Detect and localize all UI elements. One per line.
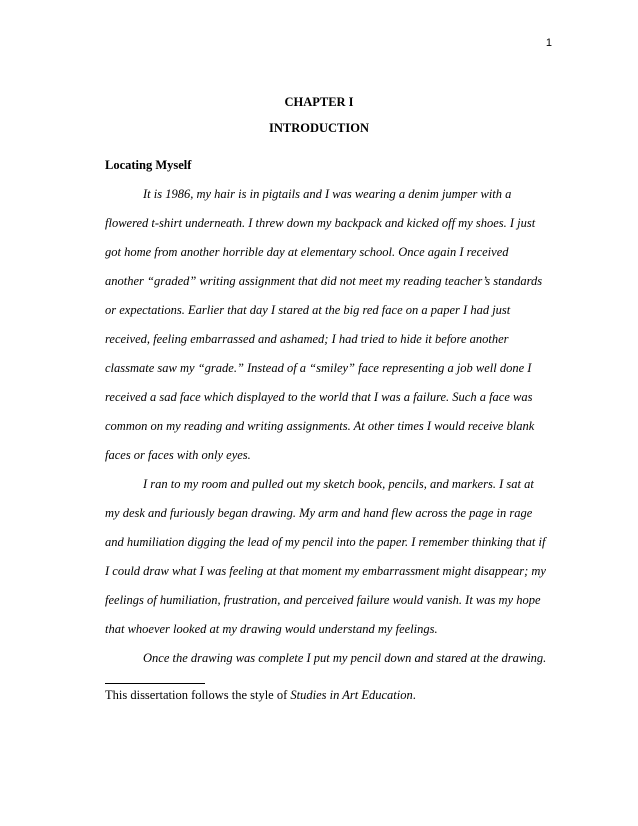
body-line: faces or faces with only eyes. (105, 448, 251, 462)
body-line: that whoever looked at my drawing would understand my feelings. (105, 622, 438, 636)
body-line: and humiliation digging the lead of my pencil into the paper. I remember thinking that if (105, 535, 546, 549)
footnote (105, 688, 416, 703)
chapter-title: INTRODUCTION (268, 121, 369, 135)
body-line: received, feeling embarrassed and ashamed; I had tried to hide it before another (105, 332, 509, 346)
body-line: flowered t-shirt underneath. I threw down my backpack and kicked off my shoes. I just (105, 216, 536, 230)
body-line: or expectations. Earlier that day I stared at the big red face on a paper I had just (105, 303, 511, 317)
body-line: I ran to my room and pulled out my sketch book, pencils, and markers. I sat at (143, 477, 534, 491)
body-line: my desk and furiously began drawing. My arm and hand flew across the page in rage (105, 506, 533, 520)
page-number: 1 (545, 37, 552, 49)
body-line: received a sad face which displayed to the world that I was a failure. Such a face was (105, 390, 533, 404)
footnote-rule (105, 683, 205, 684)
body-line: got home from another horrible day at elementary school. Once again I received (105, 245, 509, 259)
footnote-prefix: This dissertation follows the style of (105, 688, 291, 702)
chapter-label: CHAPTER I (284, 95, 354, 109)
body-line: feelings of humiliation, frustration, and perceived failure would vanish. It was my hope (105, 593, 541, 607)
last-body-line: Once the drawing was complete I put my pencil down and stared at the drawing. (143, 651, 547, 665)
body-line: It is 1986, my hair is in pigtails and I was wearing a denim jumper with a (143, 187, 512, 201)
footnote-journal: Studies in Art Education (290, 688, 413, 702)
body-line: classmate saw my “grade.” Instead of a “smiley” face representing a job well done I (105, 361, 532, 375)
body-line: common on my reading and writing assignments. At other times I would receive blank (105, 419, 535, 433)
body-line: I could draw what I was feeling at that moment my embarrassment might disappear; my (105, 564, 546, 578)
section-heading: Locating Myself (105, 158, 192, 172)
footnote-suffix: . (412, 688, 416, 702)
body-line: another “graded” writing assignment that did not meet my reading teacher’s standards (105, 274, 543, 288)
